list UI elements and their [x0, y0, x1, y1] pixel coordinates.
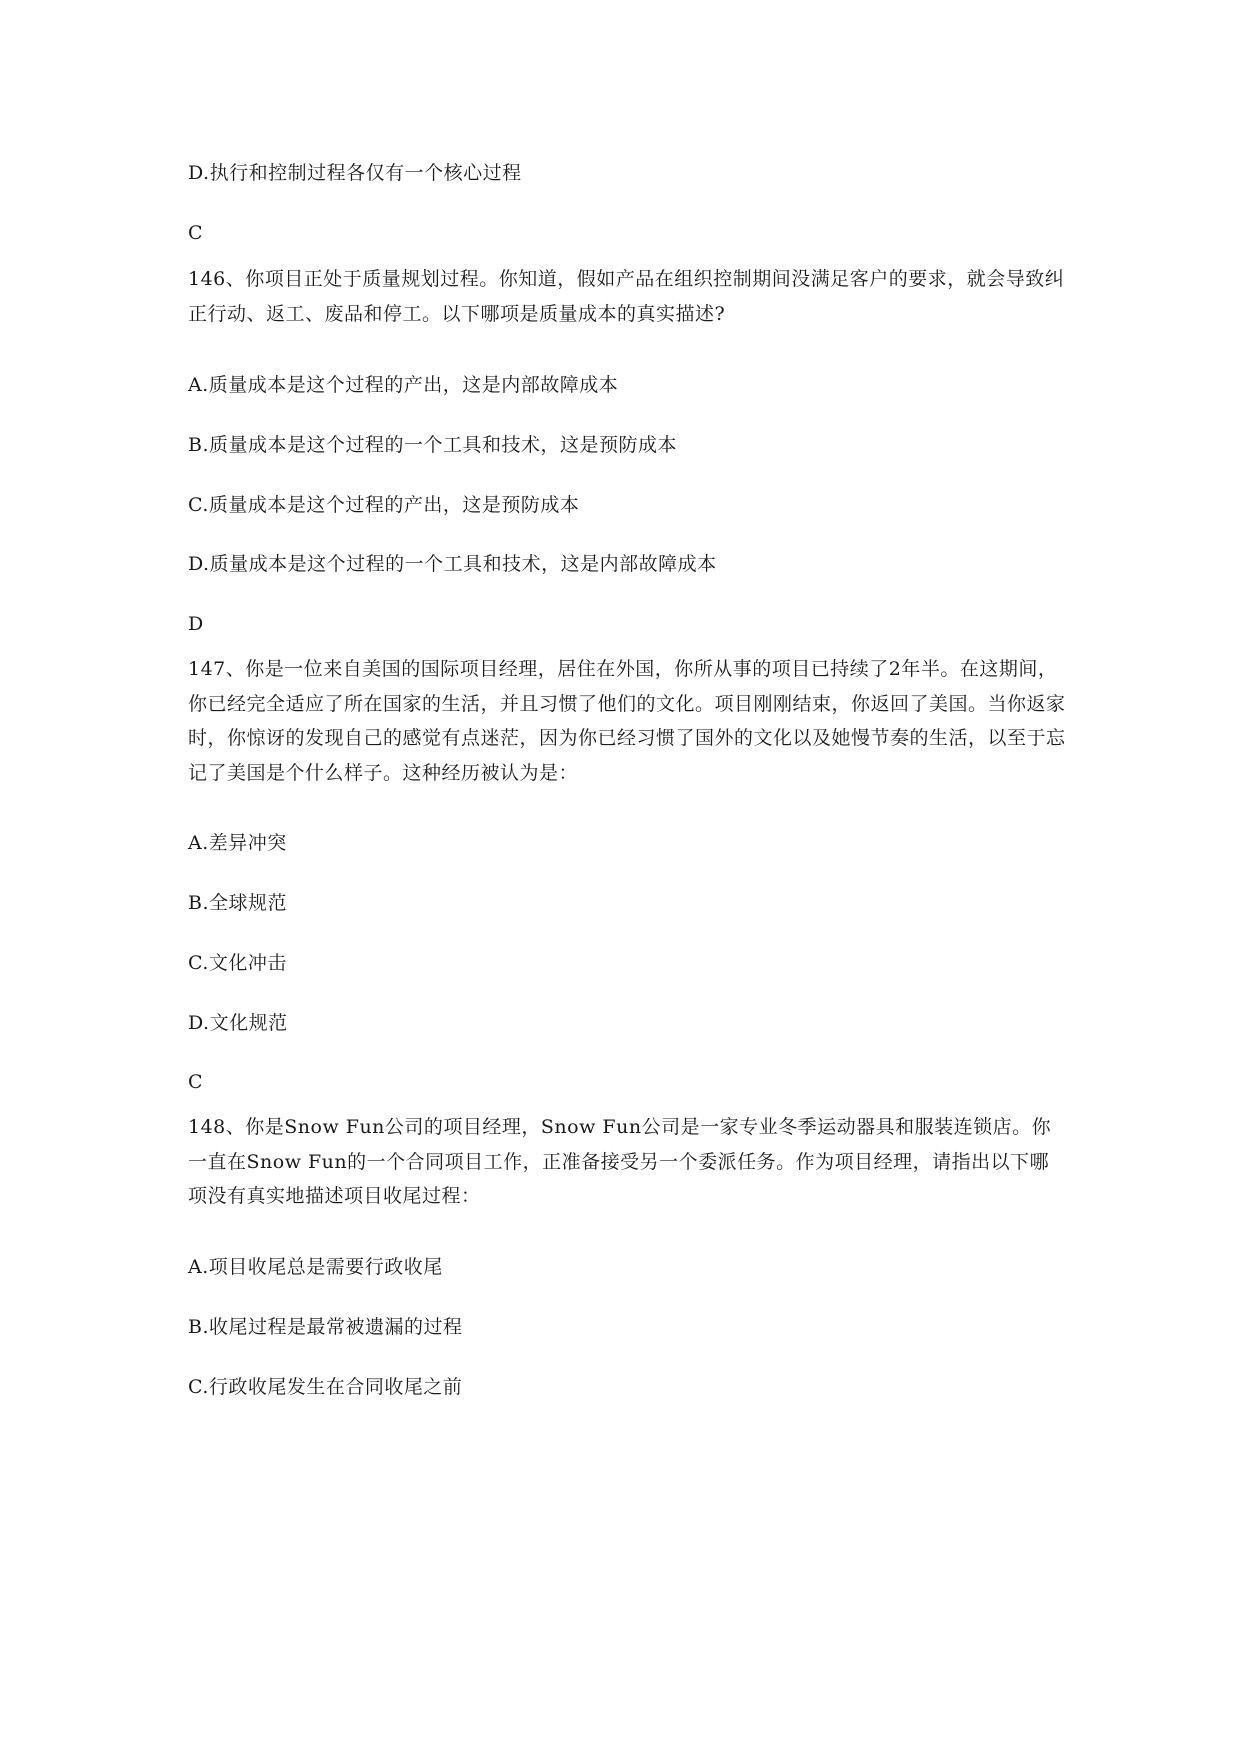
question-147: 147、你是一位来自美国的国际项目经理，居住在外国，你所从事的项目已持续了2年半。在这期间，你已经完全适应了所在国家的生活，并且习惯了他们的文化。项目刚刚结束，你返回了美国。当你返家时，你惊讶的发现自己的感觉有点迷茫，因为你已经习惯了国外的文化以及她慢节奏的生活，以至于忘记了美国是个什么样子。这种经历被认为是： — [188, 658, 1066, 784]
option-b-q147: B.全球规范 — [188, 892, 288, 914]
option-a-q147: A.差异冲突 — [188, 832, 287, 854]
answer-q146: D — [188, 613, 204, 635]
option-a-q146: A.质量成本是这个过程的产出，这是内部故障成本 — [188, 374, 619, 396]
answer-q147: C — [188, 1071, 204, 1093]
option-b-q146: B.质量成本是这个过程的一个工具和技术，这是预防成本 — [188, 434, 678, 456]
option-d-q146: D.质量成本是这个过程的一个工具和技术，这是内部故障成本 — [188, 553, 717, 575]
option-c-q146: C.质量成本是这个过程的产出，这是预防成本 — [188, 494, 580, 516]
option-c-q148: C.行政收尾发生在合同收尾之前 — [188, 1376, 463, 1398]
option-d-q147: D.文化规范 — [188, 1012, 288, 1034]
answer-q145: C — [188, 222, 204, 244]
question-146: 146、你项目正处于质量规划过程。你知道，假如产品在组织控制期间没满足客户的要求，就会导致纠正行动、返工、废品和停工。以下哪项是质量成本的真实描述? — [188, 268, 1065, 325]
option-c-q147: C.文化冲击 — [188, 952, 287, 974]
question-148: 148、你是Snow Fun公司的项目经理，Snow Fun公司是一家专业冬季运动器具和服装连锁店。你一直在Snow Fun的一个合同项目工作，正准备接受另一个委派任务。作为项目经理，请指出以下哪项没有真实地描述项目收尾过程： — [188, 1116, 1052, 1207]
option-a-q148: A.项目收尾总是需要行政收尾 — [188, 1256, 443, 1278]
option-d-q145: D.执行和控制过程各仅有一个核心过程 — [188, 162, 522, 184]
option-b-q148: B.收尾过程是最常被遗漏的过程 — [188, 1316, 463, 1338]
